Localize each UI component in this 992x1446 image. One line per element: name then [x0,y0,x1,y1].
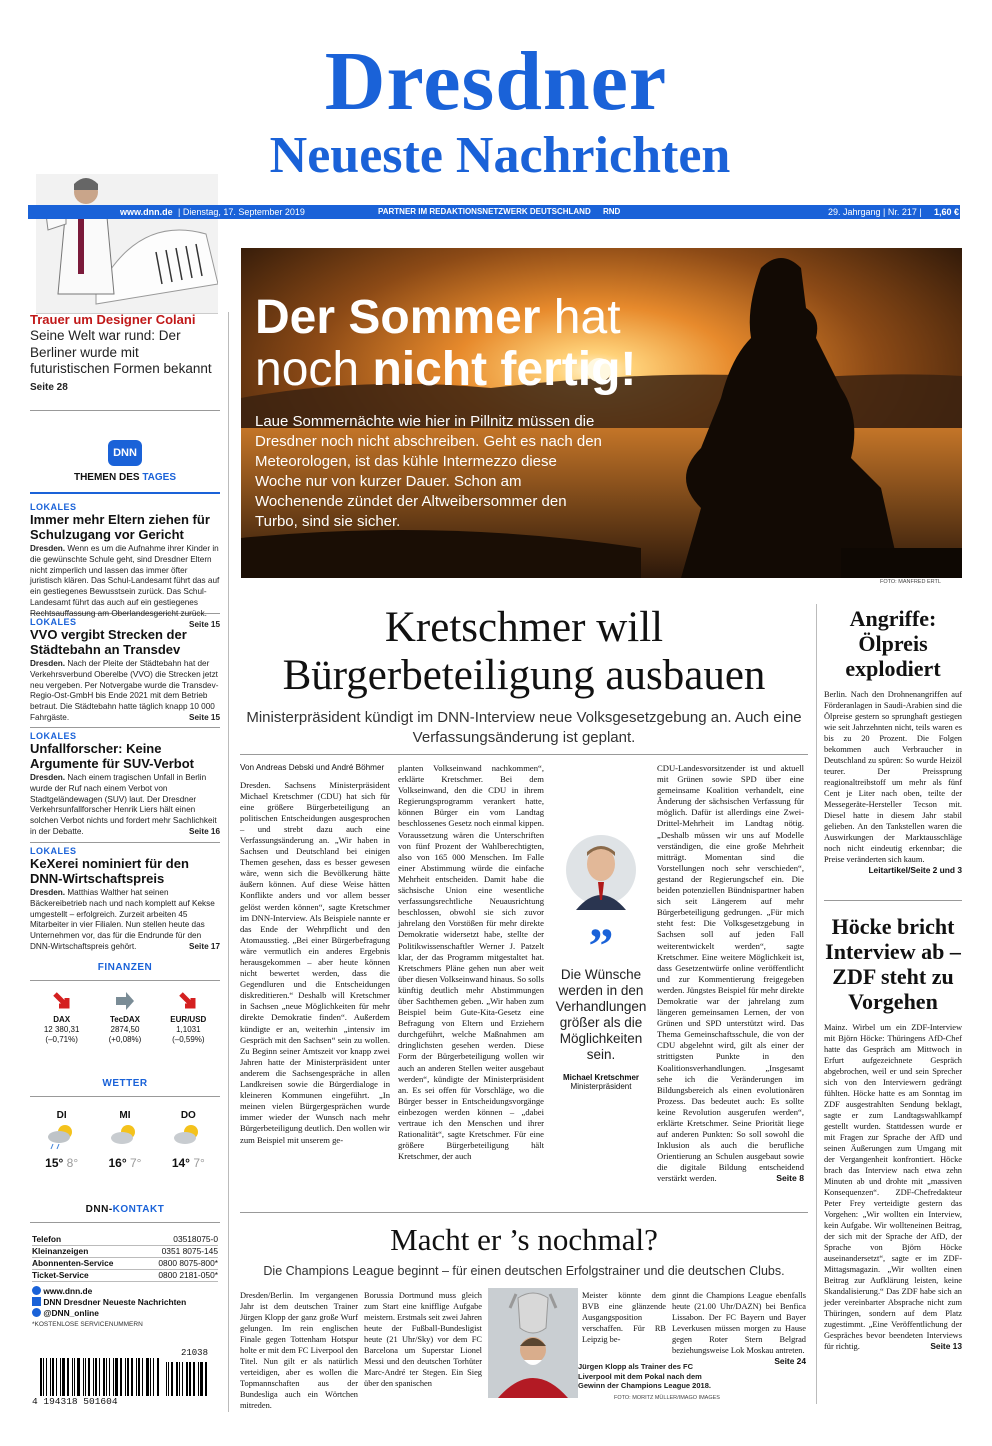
list-item[interactable] [30,502,220,629]
barcode-bar [77,1358,80,1396]
barcode-bar [113,1358,114,1396]
dnn-logo: DNN [108,440,142,466]
item-kicker: LOKALES [30,617,77,627]
klopp-col-3: Meister könnte dem BVB eine glänzende Ausgangsposition verschaffen. Für RB Leipzig be- [582,1291,666,1344]
weather-day [97,1110,152,1170]
divider [30,410,220,411]
divider [240,754,808,755]
divider [30,980,220,981]
stock-change: (–0,59%) [172,1035,205,1044]
barcode-bar [193,1362,195,1396]
barcode-bar [125,1358,126,1396]
barcode-bar [138,1358,140,1396]
weather-day-label: DO [180,1110,196,1121]
barcode-bar [136,1358,137,1396]
barcode-bar [74,1358,75,1396]
barcode-bar [95,1358,98,1396]
hero-head-bold-1: Der Sommer [255,291,541,344]
kontakt-label-accent: KONTAKT [112,1204,165,1215]
hoecke-article[interactable] [824,914,962,1352]
item-headline: KeXerei nominiert für den DNN-Wirtschaftspreis [30,856,189,886]
barcode-bar [182,1362,183,1396]
barcode-bar [52,1358,54,1396]
lead-body-4: CDU-Landesvorsitzender ist und aktuell mit Grünen sowie SPD über eine gemeinsame Koalition verhandelt, eine Änderung der sächsischen Verfassung für möglich. Dafür ist allerdings eine Zwei-Drittel-Mehrheit im Landtag nötig. „Deshalb müssen wir uns auf Modelle verständigen, die eine große Mehrheit mitträgt. Momentan sind die Vorstellungen noch sehr verschieden“, gestand der Regierungschef ein. Die beiden potenziellen Bündnispartner haben sich seit Längerem auf mehr Bürgerbeteiligung gedrungen. „Für mich steht fest: Die Volksgesetzgebung in Sachsen soll auf jeden Fall weiterentwickelt werden“, sagte Kretschmer. Eine weitere Möglichkeit ist, dass Gesetzentwürfe online veröffentlicht und zur Kommentierung freigegeben werden. Jüngstes Beispiel für mehr direkte Demokratie war der jahrelang zum längeren gemeinsamen Lernen, der von Grünen und SPD unterstützt wird. Das Thema Gemeinschaftsschule, die von der CDU abgelehnt wird, gilt als einer der strittigsten Punkte in den Koalitionsverhandlungen. „Insgesamt sehe ich die Veränderungen im Bildungsbereich als einen evolutionären Prozess. Das bedeutet auch: Es sollte keine Revolution ausgerufen werden“, erklärte Kretschmer. Seine Priorität liege auf anderen Punkten: So soll sowohl die Inklusion als auch die berufliche Orientierung an Schulen ausgebaut sowie die digitale Bildung entscheidend verstärkt werden. [657,763,805,1184]
dateline-bar [28,205,960,219]
temp-low: 7° [129,1156,142,1170]
klopp-body-4: ginnt die Champions League ebenfalls heute (21.00 Uhr/DAZN) bei Benfica Lissabon. Der FC Bayern und Bayer Leverkusen müssen morgen zu Hause gegen Roter Stern Belgrad beziehungsweise Lok Moskau antreten. [672,1291,806,1355]
themen-label: THEMEN DES [73,472,140,483]
stock-name: TecDAX [109,1015,141,1024]
lead-quote-box [552,830,650,1091]
themen-list [30,502,220,953]
rnd-label: RND [603,207,621,216]
barcode-bar [115,1358,118,1396]
column-separator [816,604,817,1404]
colani-page: Seite 28 [30,381,68,393]
arrow-down-icon [51,990,73,1012]
barcode-number: 4 194318 501604 [32,1396,118,1407]
barcode-bar [179,1362,181,1396]
arrow-down-icon [177,990,199,1012]
kontakt-table [32,1234,218,1330]
lead-subhead: Ministerpräsident kündigt im DNN-Interview neue Volksgesetzgebung an. Auch eine Verfassungsänderung ist geplant. [246,709,802,746]
hero-photo[interactable] [241,248,962,578]
barcode-addon-bars [166,1362,210,1396]
item-place: Dresden. [30,544,66,553]
issue-number: 29. Jahrgang | Nr. 217 | [828,207,922,217]
temp-low: 8° [66,1156,79,1170]
item-page: Seite 15 [189,619,220,629]
lead-headline-line1: Kretschmer will [384,604,664,651]
weather-day-label: MI [119,1110,131,1121]
lead-col-2: planten Volkseinwand nachkommen“, erklärte Kretschmer. Bei dem Volkseinwand, den die CDU in ihrem Regierungsprogramm verankert hatte, können Bürger ein vom Landtag beschlossenes Gesetz noch einmal kippen. Voraussetzung wären die Unterschriften von fünf Prozent der Wahlberechtigten, also von 165 000 Menschen. Im Falle einer Abstimmung würde die einfache Mehrheit entscheiden. Damit habe die sächsische Union eine wesentliche verfassungsrechtliche Neuausrichtung beschlossen, obwohl sie sich zuvor jahrelang den Vorstößen für mehr direkte Demokratie widersetzt habe, stellte der Politikwissenschaftler Werner J. Patzelt klar, der das Programm mitgestaltet hat. Kretschmers Pläne gehen nun aber weit über diesen Volkseinwand hinaus. So solls künftig deutlich mehr Abstimmungen über Sachthemen geben. „Wir haben zum Beispiel beim Gute-Kita-Gesetz eine Befragung von Eltern und Erziehern durchgeführt, welche Maßnahmen am dringlichsten gesehen werden. Diese Form der Bürgerbeteiligung wollen wir auch an anderen Stellen weiter ausgebaut werden“, kündigte der Ministerpräsident an. Es sei offen für Vorschläge, wo die Bürger besser in Entscheidungsvorgänge einbezogen werden können – „dabei vertraue ich den Menschen und ihrer Rationalität“, sagte Kretschmer. Für eine größere Bürgerbeteiligung hält Kretschmer, der auch [398,763,544,1162]
barcode-bar [85,1358,86,1396]
stock-name: EUR/USD [170,1015,207,1024]
hoecke-headline: Höcke bricht Interview ab – ZDF steht zu Vorgehen [825,914,961,1014]
stock-value: 1,1031 [176,1025,201,1034]
klopp-col-2: Borussia Dortmund muss gleich zum Start eine knifflige Aufgabe meistern. Erstmals seit zwei Jahren heute der Fußball-Bundesligist heute (21 Uhr/Sky) vor dem FC Barcelona um Superstar Lionel Messi und den deutschen Torhüter Marc-André ter Stegen. Ein Sieg über den spanischen [364,1291,482,1388]
klopp-col-1: Dresden/Berlin. Im vergangenen Jahr ist dem deutschen Trainer Jürgen Klopp der ganz große Wurf gelungen. Im rein englischen Finale gegen Tottenham Hotspur holte er mit dem FC Liverpool den Titel. Nun gilt er als natürlich verteidigen, aber es wollen die Topmannschaften aus der Bundesliga auch ein Wörtchen mitreden. [240,1291,358,1410]
klopp-credit: FOTO: MORITZ MÜLLER/IMAGO IMAGES [614,1395,720,1401]
globe-icon [32,1286,41,1295]
item-page: Seite 17 [189,941,220,951]
contact-row [32,1234,218,1246]
item-kicker: LOKALES [30,846,77,856]
barcode-bar [176,1362,178,1396]
item-headline: VVO vergibt Strecken der Städtebahn an Transdev [30,627,187,657]
temp-high: 15° [45,1156,64,1170]
stock-tecdax [95,990,155,1045]
colani-teaser[interactable] [30,312,220,396]
oil-body: Berlin. Nach den Drohnenangriffen auf Förderanlagen in Saudi-Arabien sind die Ölpreise gestern so sprunghaft gestiegen wie seit Jahrzehnten nicht, teils waren es bis zu 20 Prozent. Die Folgen bekommen auch Verbraucher in Deutschland zu spüren: So wurde Heizöl teurer. Der Preissprung reagionaltreibstoff um mehr als fünf Cent je Liter nach oben, teilte der Messegeräte-Hersteller Tecson mit. Diesel hatte in diesem Jahr stabil gelieben. An den Tankstellen waren die Auswirkungen der Marktausschläge noch nicht eindeutig erkennbar; die Preise veränderten sich kaum. [824,690,962,864]
sun-rain-icon [45,1121,79,1151]
hero-head-bold-2: nicht fertig! [372,343,637,396]
item-text: Matthias Walther hat seinen Bäckereibetrieb nach und nach komplett auf Kekse umgestellt – erfolgreich. Zurzeit arbeiten 45 Mitarbeiter in vier Filialen. Nun stellen heute das Unternehmen vor, das für die Endrunde für den DNN-Wirtschaftspreis gehört. [30,888,215,951]
weather-day [34,1110,89,1170]
divider [824,900,962,901]
wetter-header: WETTER [102,1078,148,1089]
barcode-bar [171,1362,173,1396]
barcode-bars [40,1358,160,1396]
klopp-photo[interactable] [488,1288,578,1398]
hoecke-page: Seite 13 [930,1341,962,1351]
barcode-bar [146,1358,149,1396]
item-page: Seite 15 [189,712,220,722]
stock-change: (–0,71%) [45,1035,78,1044]
klopp-headline[interactable]: Macht er ’s nochmal? [390,1222,658,1257]
barcode-bar [40,1358,42,1396]
web-row[interactable] [32,1286,218,1297]
weather-day [161,1110,216,1170]
contact-value[interactable]: 0800 8075-800* [158,1258,218,1268]
hero-headline [255,292,636,396]
divider [240,1212,808,1213]
barcode-bar [60,1358,61,1396]
themen-rule [30,492,220,494]
item-place: Dresden. [30,773,66,782]
barcode-bar [186,1362,188,1396]
quote-text: Die Wünsche werden in den Verhandlungen größer als die Möglichkeiten sein. [555,967,647,1062]
stock-dax [32,990,92,1045]
contact-value[interactable]: 03518075-0 [173,1234,218,1244]
themen-label-accent: TAGES [142,472,177,483]
item-kicker: LOKALES [30,731,77,741]
barcode-bar [200,1362,202,1396]
hero-head-light-1: hat [553,291,621,344]
item-place: Dresden. [30,888,66,897]
klopp-page: Seite 24 [774,1356,806,1366]
website-link[interactable]: www.dnn.de [120,207,173,217]
klopp-subhead: Die Champions League beginnt – für einen deutschen Erfolgstrainer und die deutschen Clubs. [263,1264,785,1278]
barcode-bar [198,1362,200,1396]
barcode-bar [150,1358,151,1396]
wetter-box [30,1110,220,1170]
barcode-bar [62,1358,65,1396]
item-text: Wenn es um die Aufnahme ihrer Kinder in die gewünschte Schule geht, sind Dresdner Eltern nicht zimperlich und lassen das immer öfter juristisch klären. Das Schul-Landesamt führt das auf ein gestiegenes Bewusstsein zurück. Das Schul-Landesamt führt das auch auf ein gestiegenes Rechtsauffassung am Oberlandesgericht zurück. [30,544,220,618]
barcode-bar [109,1358,110,1396]
contact-key: Ticket-Service [32,1270,89,1280]
item-text: Nach einem tragischen Unfall in Berlin wurde der Ruf nach einem Verbot von Stadtgeländewagen (SUV) laut. Der Dresdner Verkehrsunfallforscher Henrik Liers hält einen solchen Verbot nichts und fordert mehr Sachlichkeit in der Debatte. [30,773,217,836]
twitter-row[interactable] [32,1308,218,1319]
barcode-bar [72,1358,74,1396]
contact-value[interactable]: 0800 2181-050* [158,1270,218,1280]
arrow-right-icon [114,990,136,1012]
barcode [32,1338,220,1408]
quote-name: Michael Kretschmer [562,1073,640,1082]
barcode-bar [157,1358,160,1396]
barcode-bar [127,1358,129,1396]
column-separator [228,312,229,1412]
web-link[interactable]: www.dnn.de [43,1286,93,1296]
list-item[interactable] [30,614,220,727]
barcode-bar [88,1358,90,1396]
barcode-bar [93,1358,94,1396]
twitter-link[interactable]: @DNN_online [43,1308,99,1318]
contact-row [32,1258,218,1270]
partner-text: PARTNER IM REDAKTIONSNETZWERK DEUTSCHLAND [378,207,591,216]
barcode-bar [166,1362,167,1396]
list-item[interactable] [30,728,220,842]
oil-article[interactable] [824,606,962,876]
contact-key: Kleinanzeigen [32,1246,89,1256]
barcode-bar [103,1358,105,1396]
barcode-bar [50,1358,51,1396]
hero-credit: FOTO: MANFRED ERTL [880,579,941,585]
kontakt-header [30,1204,220,1215]
barcode-bar [120,1358,123,1396]
lead-headline-line2: Bürgerbeteiligung ausbauen [282,652,766,699]
stock-change: (+0,08%) [108,1035,142,1044]
stock-eurusd [158,990,218,1045]
temp-high: 16° [108,1156,127,1170]
temp-high: 14° [171,1156,190,1170]
temp-low: 7° [193,1156,205,1170]
item-place: Dresden. [30,659,66,668]
contact-row [32,1270,218,1282]
item-headline: Immer mehr Eltern ziehen für Schulzugang vor Gericht [30,512,210,542]
facebook-icon [32,1297,41,1306]
oil-headline: Angriffe: Ölpreis explodiert [845,606,941,681]
divider [30,1222,220,1223]
facebook-row[interactable] [32,1297,218,1308]
contact-value[interactable]: 0351 8075-145 [161,1246,218,1256]
list-item[interactable] [30,843,220,951]
barcode-bar [205,1362,207,1396]
item-text: Nach der Pleite der Städtebahn hat der Verkehrsverbund Oberelbe (VVO) die Strecken jetzt neu vergeben. Per Notvergabe wurde die Transdev-Regio-Ost-GmbH bis Ende 2021 mit dem Betrieb betraut. Die Städtebahn hatte täglich knapp 10 000 Fahrgäste. [30,659,219,722]
barcode-bar [46,1358,47,1396]
barcode-bar [168,1362,169,1396]
issue-date: | Dienstag, 17. September 2019 [178,207,305,217]
barcode-bar [56,1358,58,1396]
barcode-bar [131,1358,134,1396]
stock-name: DAX [53,1015,71,1024]
item-page: Seite 16 [189,826,220,836]
stock-value: 12 380,31 [43,1025,80,1034]
klopp-caption: Jürgen Klopp als Trainer des FC Liverpool mit dem Pokal nach dem Gewinn der Champions League 2018. [578,1362,711,1390]
colani-text: Seine Welt war rund: Der Berliner wurde mit futuristischen Formen bekannt [30,328,212,376]
barcode-bar [189,1362,191,1396]
sun-cloud-icon [108,1121,142,1151]
masthead-title: Dresdner [324,35,668,128]
twitter-icon [32,1308,41,1317]
barcode-addon: 21038 [180,1348,208,1358]
barcode-bar [67,1358,69,1396]
kontakt-note: *KOSTENLOSE SERVICENUMMERN [32,1321,143,1328]
lead-col-4 [657,763,804,1185]
lead-body-1: Dresden. Sachsens Ministerpräsident Michael Kretschmer (CDU) hat sich für eine größere Bürgerbeteiligung an politischen Entscheidungen ausgesprochen – und strebt dazu auch eine Verfassungsänderung an. „Wir haben in Sachsen und Deutschland bei einigen Themen gesehen, dass es besser gewesen wäre, wenn sich die Bevölkerung hätte äußern können. Auf diese Weise hätten Konflikte anders und vor allem besser gelöst werden können“, sagte Kretschmer im DNN-Interview. Als Beispiele nannte er das Ende der Wehrpflicht und den Atomausstieg. „Bei einer Bürgerbefragung wäre vermutlich ein anderes Ergebnis herausgekommen – aber heute können nicht bewertet werden, dass die Gegendluren und die Entscheidungen diskreditieren.“ Deshalb will Kretschmer in Sachsen „neue Möglichkeiten für mehr direkte Demokratie finden“. Außerdem kündigte er an, weiterhin „intensiv im Gespräch mit den Sachsen“ sein zu wollen. Zu Beginn seiner Amtszeit vor knapp zwei Jahren hatte der Ministerpräsident unter anderem die Sachsengespräche in allen Landkreisen sowie die Bürgerdialoge in kleineren Kommunen eingeführt. „In meinen vielen Bürgergesprächen wurde immer wieder der Wunsch nach mehr Bürgerbeteiligung deutlich. Den wollen wir zum Beispiel mit unserem ge- [240,779,390,1145]
kontakt-label: DNN- [85,1204,113,1215]
hero-text: Laue Sommernächte wie hier in Pillnitz müssen die Dresdner noch nicht abschreiben. Geht es nach den Meteorologen, ist das kühle Intermezzo diese Woche nur von kurzer Dauer. Schon am Wochenende zündet der Altweibersommer den Turbo, sind sie sicher. [255,413,602,530]
themen-header [30,472,220,483]
item-kicker: LOKALES [30,502,77,512]
contact-key: Telefon [32,1234,62,1244]
weather-day-label: DI [56,1110,67,1121]
price: 1,60 € [934,207,960,217]
lead-col-1 [240,763,390,1146]
contact-key: Abonnenten-Service [32,1258,114,1268]
colani-title: Trauer um Designer Colani [30,312,196,327]
lead-headline[interactable] [240,604,808,700]
contact-row [32,1246,218,1258]
item-headline: Unfallforscher: Keine Argumente für SUV-Verbot [30,741,194,771]
finanzen-header: FINANZEN [97,962,153,973]
lead-page: Seite 8 [776,1173,804,1184]
sun-cloud-icon [171,1121,205,1151]
stock-value: 2874,50 [110,1025,140,1034]
kretschmer-portrait [566,830,636,910]
facebook-link[interactable]: DNN Dresdner Neueste Nachrichten [43,1297,187,1307]
hoecke-body: Mainz. Wirbel um ein ZDF-Interview mit Björn Höcke: Thüringens AfD-Chef hatte das Gespräch am Mittwoch in Erfurt aufgezeichnete Gespräch abgebrochen, weil er und sein Sprecher sich von den Interviewern gedrängt fühlten. Höcke hatte es am Sonntag im ZDF ausgestrahlten Sendung beklagt, sagte er zum Landtagswahlkampf gestellt wurden. Stattdessen wurde er mit Fragen zur Sprache der AfD und seinen Äußerungen zum Umgang mit der Vergangenheit konfrontiert. Höcke brach das Interview nach etwa zehn Minuten ab und drohte mit „massiven Konsequenzen“. ZDF-Chefredakteur Peter Frey verteidigte gestern das Vorgehen: „Wir wollten ein Interview, kein Aufgabe. Wir wollteneinen Beitrag, der sich mit der Sprache der AfD, der Sprache von Björn Höcke auseinandersetzt“, sagte er im ZDF-Mittagsmagazin. „Wir wollten einen Beitrag zur Aufklärung leisten, keine Skandalisierung.“ Das ZDF habe sich an jeder vereinbarter Absprache nicht zum Thüringen, sondern auf dem Platz zugestimmt. „Eine Veröffentlichung der Gespräches bevor beendeten Interviews für richtig. [824,1023,962,1351]
lead-author: Von Andreas Debski und André Böhmer [240,763,385,772]
barcode-bar [153,1358,154,1396]
oil-page: Leitartikel/Seite 2 und 3 [868,865,962,875]
barcode-bar [43,1358,45,1396]
barcode-bar [99,1358,100,1396]
divider [30,1096,220,1097]
barcode-bar [142,1358,144,1396]
quote-icon: ” [588,917,614,973]
barcode-bar [106,1358,108,1396]
masthead-subtitle: Neueste Nachrichten [269,127,731,184]
klopp-col-4 [672,1290,806,1367]
hero-head-light-2: noch [255,343,360,396]
barcode-bar [83,1358,85,1396]
finanzen-box [30,990,220,1045]
quote-role: Ministerpräsident [570,1082,632,1091]
colani-photo [36,174,218,314]
